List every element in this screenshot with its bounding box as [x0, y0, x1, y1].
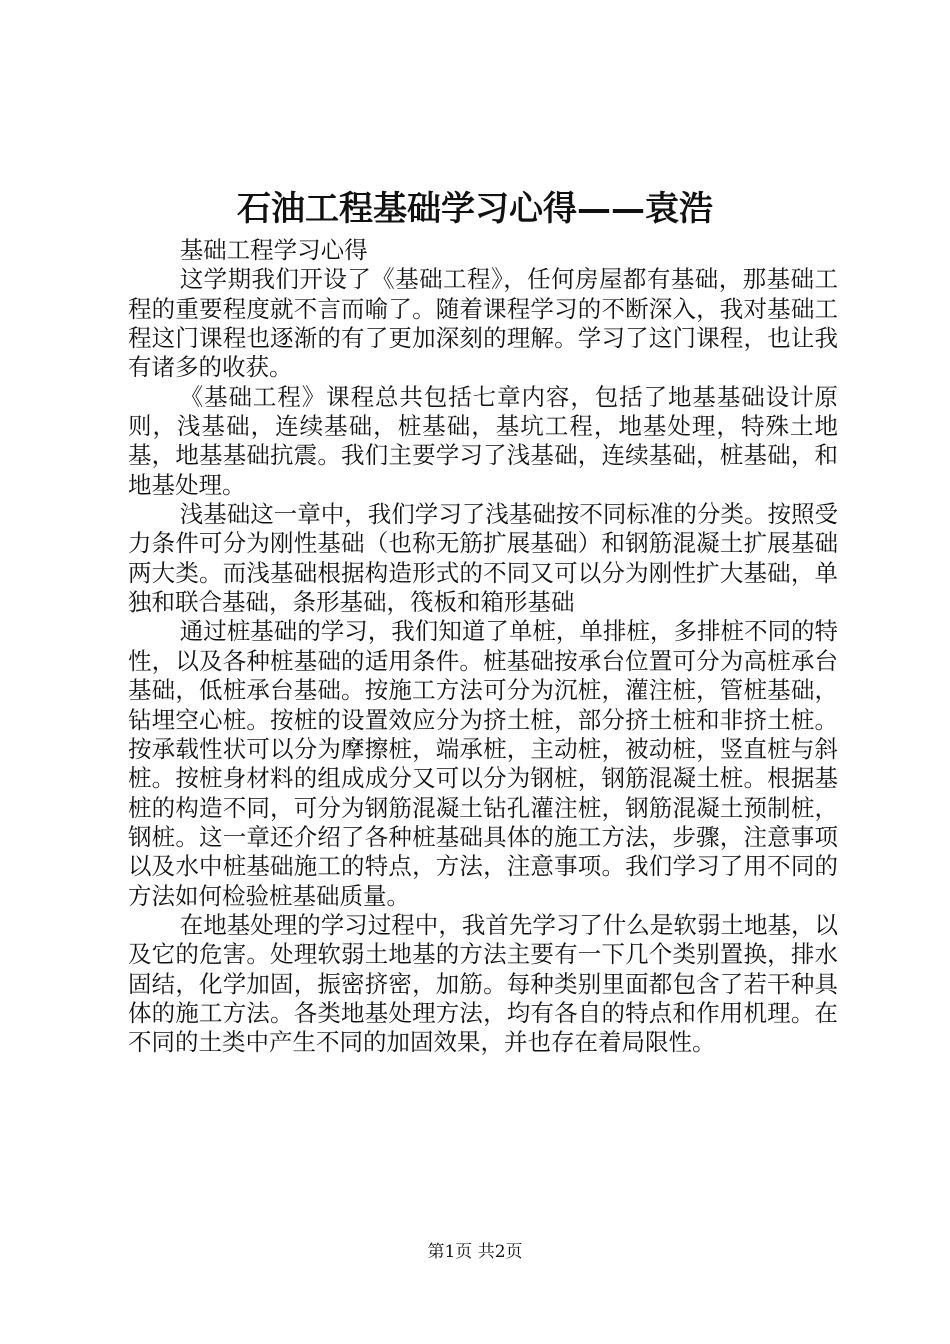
- paragraph-intro: 这学期我们开设了《基础工程》，任何房屋都有基础，那基础工程的重要程度就不言而喻了。随着课程学习的不断深入，我对基础工程这门课程也逐渐的有了更加深刻的理解。学习了这门课程，也让我有诸多的收获。: [128, 265, 838, 382]
- document-title: 石油工程基础学习心得——袁浩: [237, 189, 713, 229]
- paragraph-pile-foundation: 通过桩基础的学习，我们知道了单桩，单排桩，多排桩不同的特性，以及各种桩基础的适用条件。桩基础按承台位置可分为高桩承台基础，低桩承台基础。按施工方法可分为沉桩，灌注桩，管桩基础，钻埋空心桩。按桩的设置效应分为挤土桩，部分挤土桩和非挤土桩。按承载性状可以分为摩擦桩，端承桩，主动桩，被动桩，竖直桩与斜桩。按桩身材料的组成成分又可以分为钢桩，钢筋混凝土桩。根据基桩的构造不同，可分为钢筋混凝土钻孔灌注桩，钢筋混凝土预制桩，钢桩。这一章还介绍了各种桩基础具体的施工方法，步骤，注意事项以及水中桩基础施工的特点，方法，注意事项。我们学习了用不同的方法如何检验桩基础质量。: [128, 617, 838, 910]
- paragraph-course-content: 《基础工程》课程总共包括七章内容，包括了地基基础设计原则，浅基础，连续基础，桩基础，基坑工程，地基处理，特殊土地基，地基基础抗震。我们主要学习了浅基础，连续基础，桩基础，和地基处理。: [128, 382, 838, 499]
- page-footer: 第1页 共2页: [427, 1242, 523, 1262]
- paragraph-shallow-foundation: 浅基础这一章中，我们学习了浅基础按不同标准的分类。按照受力条件可分为刚性基础（也称无筋扩展基础）和钢筋混凝土扩展基础两大类。而浅基础根据构造形式的不同又可以分为刚性扩大基础，单独和联合基础，条形基础，筏板和箱形基础: [128, 500, 838, 617]
- document-body: [128, 236, 838, 1058]
- paragraph-ground-treatment: 在地基处理的学习过程中，我首先学习了什么是软弱土地基，以及它的危害。处理软弱土地基的方法主要有一下几个类别置换，排水固结，化学加固，振密挤密，加筋。每种类别里面都包含了若干种具体的施工方法。各类地基处理方法，均有各自的特点和作用机理。在不同的土类中产生不同的加固效果，并也存在着局限性。: [128, 910, 838, 1057]
- section-heading: 基础工程学习心得: [179, 236, 368, 264]
